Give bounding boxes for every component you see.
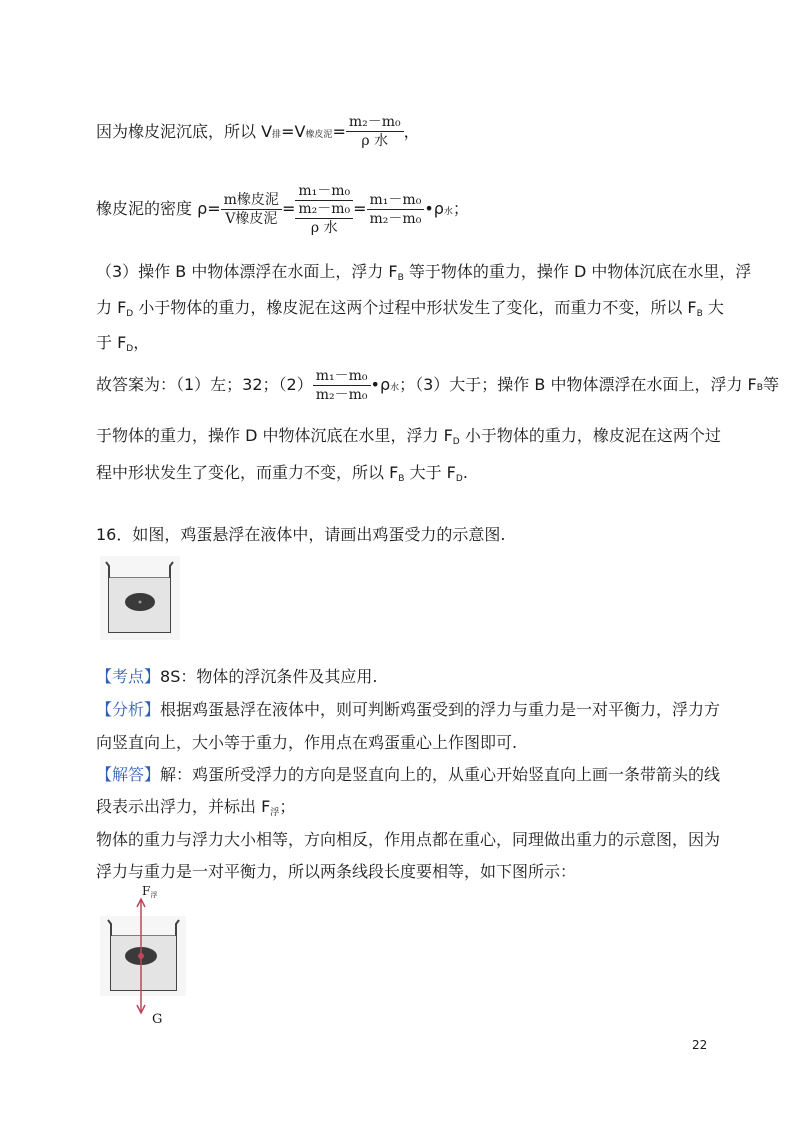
formula-line-1: 因为橡皮泥沉底，所以 V 排 =V 橡皮泥 = $\frac{\text{m₂－m₀}}{\text{ρ 水}}$ ， bbox=[96, 114, 420, 149]
jieda-line1: 【解答】解：鸡蛋所受浮力的方向是竖直向上的，从重心开始竖直向上画一条带箭头的线 bbox=[96, 765, 721, 784]
para3-line3: 于 FD， bbox=[96, 333, 150, 354]
jieda-line2: 段表示出浮力，并标出 F浮； bbox=[96, 797, 296, 818]
question-16: 16．如图，鸡蛋悬浮在液体中，请画出鸡蛋受力的示意图. bbox=[96, 525, 506, 544]
fenxi-tag: 【分析】 bbox=[96, 700, 161, 719]
jieda-line3: 物体的重力与浮力大小相等，方向相反，作用点都在重心，同理做出重力的示意图，因为 bbox=[96, 830, 721, 849]
answer-fraction: $\frac{\text{m₁－m₀}}{\text{m₂－m₀}}$ bbox=[313, 368, 371, 403]
jieda-line4: 浮力与重力是一对平衡力，所以两条线段长度要相等，如下图所示： bbox=[96, 862, 577, 881]
kaodian-line: 【考点】8S：物体的浮沉条件及其应用. bbox=[96, 667, 378, 686]
answer-line2: 于物体的重力，操作 D 中物体沉底在水里，浮力 FD 小于物体的重力，橡皮泥在这两个过 bbox=[96, 426, 721, 447]
answer-line3: 程中形状发生了变化，而重力不变，所以 FB 大于 FD. bbox=[96, 463, 468, 484]
formula-line-2: 橡皮泥的密度 ρ= $\frac{\text{m橡皮泥}}{\text{V橡皮泥}}$ = $\frac{\text{m₁－m₀}}{\frac{\text{m₂－m₀}}{\text{ρ 水}}}$ = $\frac{\text{m₁－m₀}}{\text{m₂－m₀}}$ •ρ 水 ； bbox=[96, 182, 469, 236]
beaker-figure-2 bbox=[96, 896, 196, 1020]
fraction-compound: $\frac{\text{m₁－m₀}}{\frac{\text{m₂－m₀}}{\text{ρ 水}}}$ bbox=[295, 183, 353, 236]
page-number: 22 bbox=[692, 1038, 708, 1052]
line1-text: 因为橡皮泥沉底，所以 V bbox=[96, 121, 273, 141]
para3-line1: （3）操作 B 中物体漂浮在水面上，浮力 FB 等于物体的重力，操作 D 中物体沉底在水里，浮 bbox=[96, 262, 752, 283]
gravity-label: G bbox=[152, 1012, 163, 1027]
jieda-tag: 【解答】 bbox=[96, 765, 161, 784]
beaker-figure-1 bbox=[100, 556, 180, 640]
fraction-density-def: $\frac{\text{m橡皮泥}}{\text{V橡皮泥}}$ bbox=[221, 192, 282, 227]
buoyant-force-label: F浮 bbox=[142, 884, 158, 899]
fraction-density-result: $\frac{\text{m₁－m₀}}{\text{m₂－m₀}}$ bbox=[367, 192, 425, 227]
egg-center bbox=[139, 601, 142, 604]
para3-line2: 力 FD 小于物体的重力，橡皮泥在这两个过程中形状发生了变化，而重力不变，所以 FB 大 bbox=[96, 298, 724, 319]
fenxi-line1: 【分析】根据鸡蛋悬浮在液体中，则可判断鸡蛋受到的浮力与重力是一对平衡力，浮力方 bbox=[96, 700, 721, 719]
answer-line1: 故答案为：（1）左；32；（2） $\frac{\text{m₁－m₀}}{\text{m₂－m₀}}$ •ρ 水 ；（3）大于；操作 B 中物体漂浮在水面上，浮力 F B 等 bbox=[96, 367, 779, 403]
center-of-gravity bbox=[138, 953, 144, 959]
fraction-v-displaced: $\frac{\text{m₂－m₀}}{\text{ρ 水}}$ bbox=[346, 114, 404, 149]
kaodian-tag: 【考点】 bbox=[96, 667, 161, 686]
fenxi-line2: 向竖直向上，大小等于重力，作用点在鸡蛋重心上作图即可. bbox=[96, 733, 518, 752]
